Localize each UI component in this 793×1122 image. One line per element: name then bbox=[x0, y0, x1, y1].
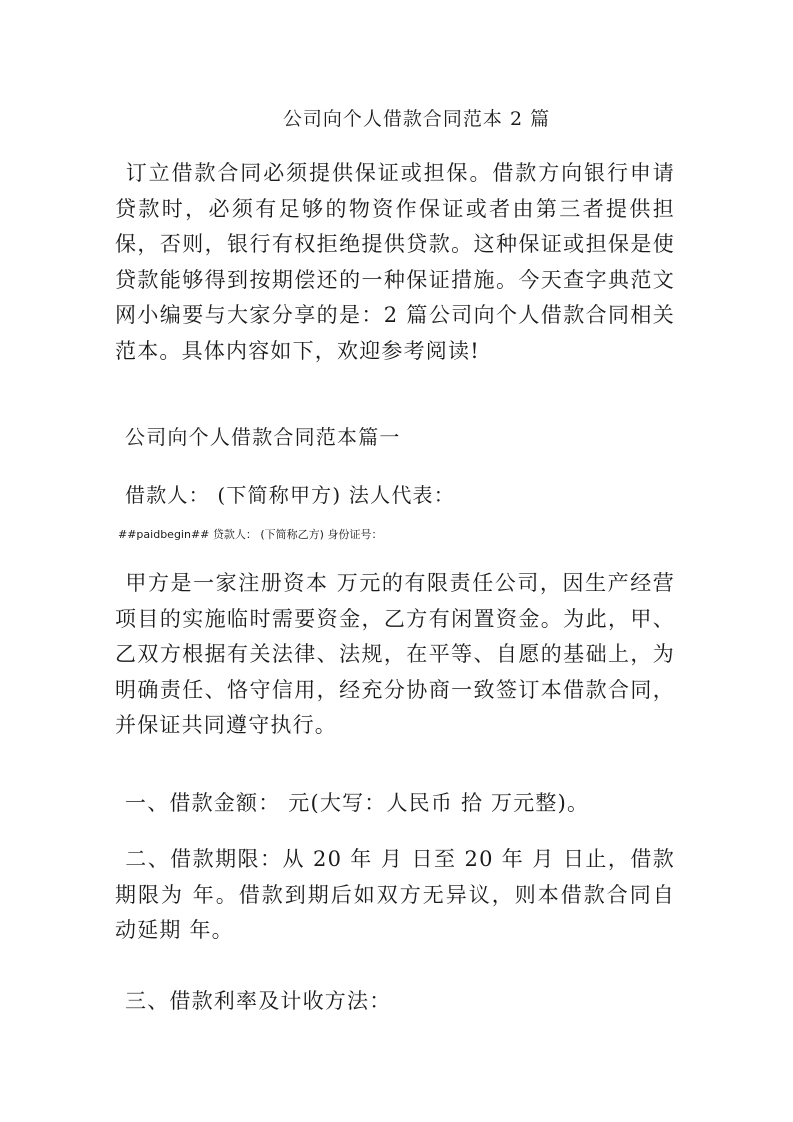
section-heading-text: 公司向个人借款合同范本篇一 bbox=[125, 425, 401, 449]
parties-line bbox=[115, 478, 675, 514]
clause-three-paragraph bbox=[115, 984, 675, 1020]
intro-paragraph bbox=[115, 156, 675, 369]
paid-note: ##paidbegin## 贷款人： (下简称乙方) 身份证号： bbox=[118, 528, 383, 541]
section-heading bbox=[115, 420, 675, 456]
clause-two-paragraph bbox=[115, 842, 675, 949]
clause-three-text: 三、借款利率及计收方法： bbox=[125, 989, 392, 1013]
clause-one-text: 一、借款金额： 元(大写：人民币 拾 万元整)。 bbox=[125, 791, 590, 815]
main-clause-text: 甲方是一家注册资本 万元的有限责任公司，因生产经营项目的实施临时需要资金，乙方有闲置资金。为此，甲、乙双方根据有关法律、法规，在平等、自愿的基础上，为明确责任、恪守信用，经充分协商一致签订本借款合同，并保证共同遵守执行。 bbox=[115, 571, 675, 737]
parties-text: 借款人： (下简称甲方) 法人代表： bbox=[125, 483, 455, 507]
clause-one-paragraph bbox=[115, 786, 675, 822]
intro-text: 订立借款合同必须提供保证或担保。借款方向银行申请贷款时，必须有足够的物资作保证或者由第三者提供担保，否则，银行有权拒绝提供贷款。这种保证或担保是使贷款能够得到按期偿还的一种保证措施。今天查字典范文网小编要与大家分享的是：2 篇公司向个人借款合同相关范本。具体内容如下，欢迎参考阅读! bbox=[115, 161, 675, 363]
document-title: 公司向个人借款合同范本 2 篇 bbox=[282, 108, 551, 130]
main-clause-paragraph bbox=[115, 566, 675, 744]
clause-two-text: 二、借款期限：从 20 年 月 日至 20 年 月 日止，借款期限为 年。借款到期后如双方无异议，则本借款合同自动延期 年。 bbox=[115, 847, 675, 942]
